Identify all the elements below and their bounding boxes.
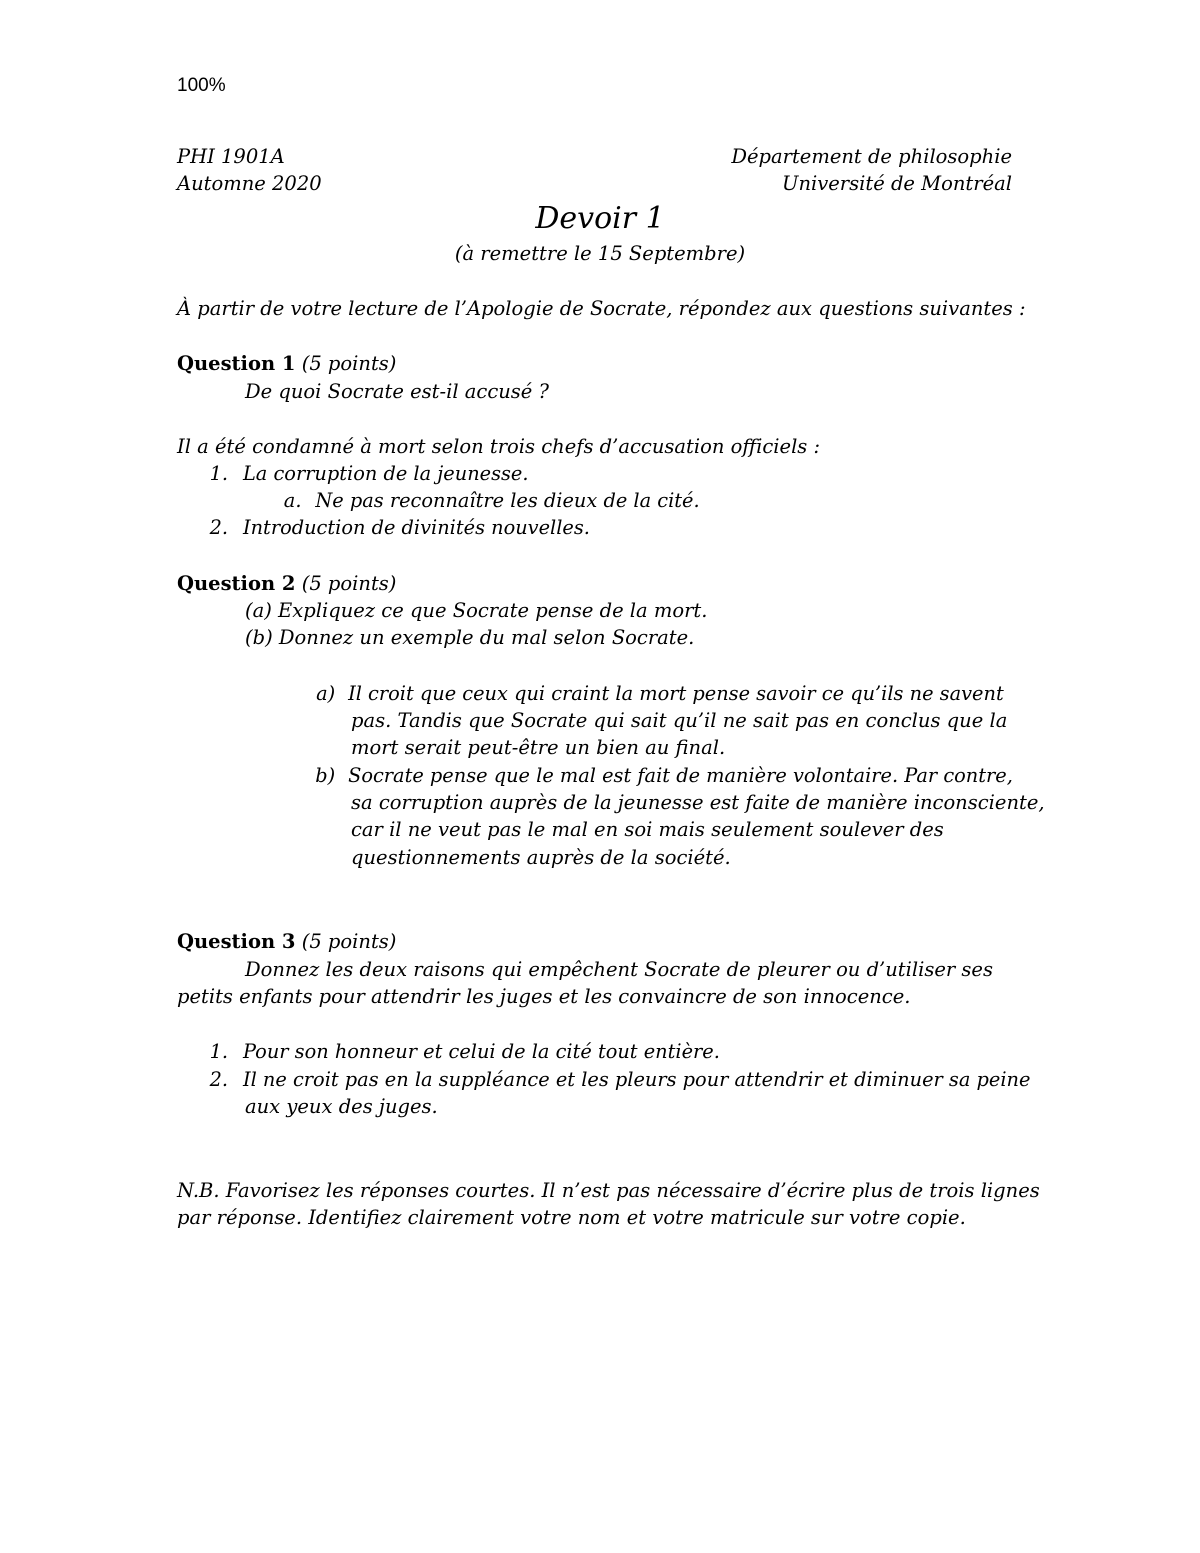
list-item-text: Pour son honneur et celui de la cité tout entière. [242,1040,720,1063]
question-3-heading [177,928,396,955]
list-item-text: La corruption de la jeunesse. [242,462,529,485]
question-2-label: Question 2 [177,572,296,595]
page-title: Devoir 1 [535,201,665,236]
question-3-prompt-line-1: Donnez les deux raisons qui empêchent Socrate de pleurer ou d’utiliser ses [245,958,993,981]
answer-line: mort serait peut-être un bien au final. [351,736,726,759]
list-marker: a) [316,682,336,705]
question-1-heading [177,350,396,377]
answer-line: questionnements auprès de la société. [351,846,731,869]
list-marker: 1. [209,462,229,485]
course-code: PHI 1901A [177,145,285,168]
answer-line: pas. Tandis que Socrate qui sait qu’il ne sait pas en conclus que la [351,709,1008,732]
question-1-label: Question 1 [177,352,296,375]
answer-line: sa corruption auprès de la jeunesse est faite de manière inconsciente, [351,791,1045,814]
question-1-prompt: De quoi Socrate est-il accusé ? [245,380,550,403]
answer-line: car il ne veut pas le mal en soi mais seulement soulever des [351,818,944,841]
department: Département de philosophie [731,145,1012,168]
list-marker: b) [315,764,336,787]
note-line-1: N.B. Favorisez les réponses courtes. Il n’est pas nécessaire d’écrire plus de trois lignes [177,1179,1040,1202]
question-2-heading [177,570,396,597]
grade-score: 100% [177,75,226,96]
question-2-points: (5 points) [301,572,397,595]
list-marker: 2. [209,516,229,539]
list-item-text: Introduction de divinités nouvelles. [242,516,590,539]
university: Université de Montréal [782,172,1012,195]
intro-text: À partir de votre lecture de l’Apologie de Socrate, répondez aux questions suivantes : [177,297,1026,320]
list-marker: a. [283,489,302,512]
list-marker: 2. [209,1068,229,1091]
question-3-label: Question 3 [177,930,296,953]
list-item-text: Il ne croit pas en la suppléance et les pleurs pour attendrir et diminuer sa peine [242,1068,1031,1091]
list-item-text: aux yeux des juges. [245,1095,438,1118]
answer-line: Il croit que ceux qui craint la mort pense savoir ce qu’ils ne savent [348,682,1004,705]
question-2-prompt-a: (a) Expliquez ce que Socrate pense de la mort. [245,599,708,622]
term: Automne 2020 [177,172,322,195]
answer-line: Socrate pense que le mal est fait de manière volontaire. Par contre, [348,764,1013,787]
list-marker: 1. [209,1040,229,1063]
question-3-prompt-line-2: petits enfants pour attendrir les juges et les convaincre de son innocence. [177,985,911,1008]
list-item-text: Ne pas reconnaître les dieux de la cité. [315,489,700,512]
question-3-points: (5 points) [301,930,397,953]
question-1-points: (5 points) [301,352,397,375]
note-line-2: par réponse. Identifiez clairement votre nom et votre matricule sur votre copie. [177,1206,966,1229]
due-date: (à remettre le 15 Septembre) [454,242,746,265]
question-2-prompt-b: (b) Donnez un exemple du mal selon Socrate. [245,626,695,649]
question-1-answer-intro: Il a été condamné à mort selon trois chefs d’accusation officiels : [177,435,821,458]
